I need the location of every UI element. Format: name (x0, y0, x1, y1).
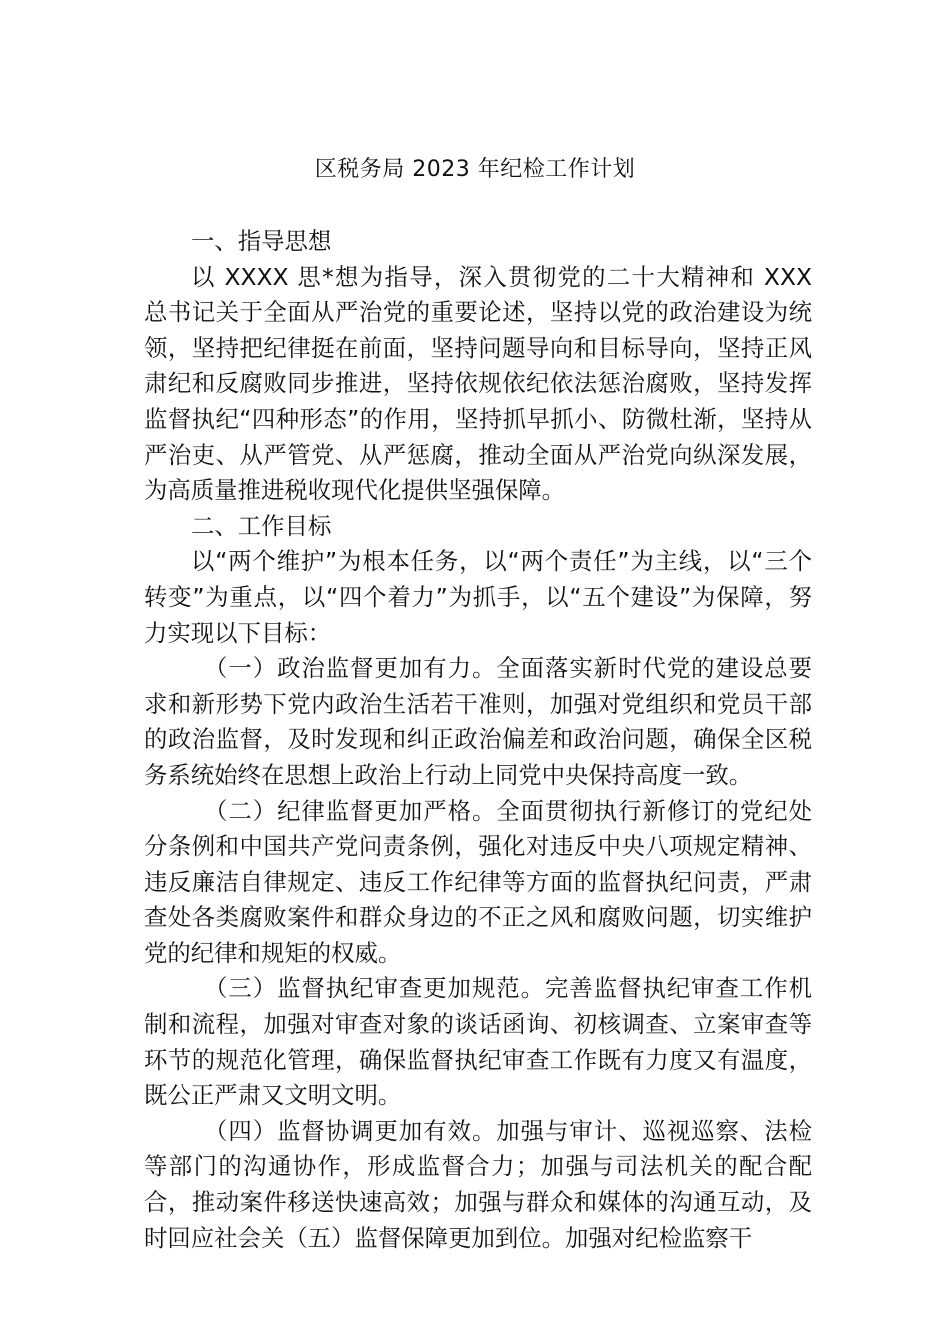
document-title: 区税务局 2023 年纪检工作计划 (314, 157, 636, 182)
section-heading: 二、工作目标 (191, 511, 332, 540)
document-body (144, 224, 812, 1256)
body-paragraph: 以 XXXX 思*想为指导，深入贯彻党的二十大精神和 XXX 总书记关于全面从严治党的重要论述，坚持以党的政治建设为统领，坚持把纪律挺在前面，坚持问题导向和目标导向，坚持正风肃纪和反腐败同步推进，坚持依规依纪依法惩治腐败，坚持发挥监督执纪“四种形态”的作用，坚持抓早抓小、防微杜渐，坚持从严治吏、从严管党、从严惩腐，推动全面从严治党向纵深发展，为高质量推进税收现代化提供坚强保障。 (144, 262, 812, 505)
sub-item-paragraph: （四）监督协调更加有效。加强与审计、巡视巡察、法检等部门的沟通协作，形成监督合力；加强与司法机关的配合配合，推动案件移送快速高效；加强与群众和媒体的沟通互动，及时回应社会关（五）监督保障更加到位。加强对纪检监察干 (144, 1116, 812, 1252)
sub-item-paragraph: （一）政治监督更加有力。全面落实新时代党的建设总要求和新形势下党内政治生活若干准则，加强对党组织和党员干部的政治监督，及时发现和纠正政治偏差和政治问题，确保全区税务系统始终在思想上政治上行动上同党中央保持高度一致。 (144, 654, 812, 789)
section-heading: 一、指导思想 (191, 227, 332, 255)
sub-item-paragraph: （三）监督执纪审查更加规范。完善监督执纪审查工作机制和流程，加强对审查对象的谈话函询、初核调查、立案审查等环节的规范化管理，确保监督执纪审查工作既有力度又有温度，既公正严肃又文明文明。 (144, 974, 812, 1110)
body-paragraph: 以“两个维护”为根本任务，以“两个责任”为主线，以“三个转变”为重点，以“四个着力”为抓手，以“五个建设”为保障，努力实现以下目标： (144, 547, 812, 647)
sub-item-paragraph: （二）纪律监督更加严格。全面贯彻执行新修订的党纪处分条例和中国共产党问责条例，强化对违反中央八项规定精神、违反廉洁自律规定、违反工作纪律等方面的监督执纪问责，严肃查处各类腐败案件和群众身边的不正之风和腐败问题，切实维护党的纪律和规矩的权威。 (144, 796, 812, 967)
